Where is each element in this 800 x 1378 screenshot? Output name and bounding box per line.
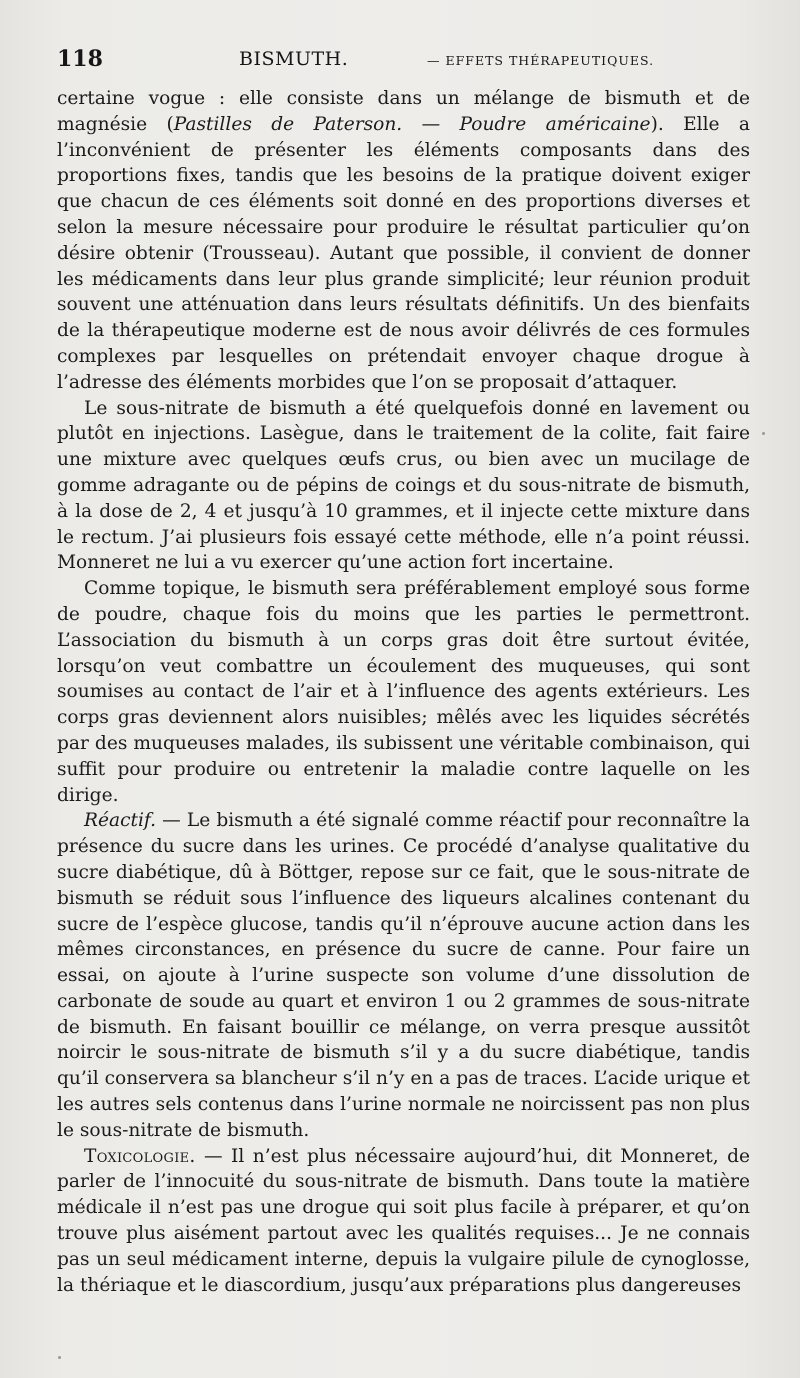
- paragraph: [57, 396, 750, 577]
- scan-speck: [58, 1356, 61, 1359]
- text-run: — Il n’est plus nécessaire aujourd’hui, dit Monneret, de parler de l’innocuité du sous-nitrate de bismuth. Dans toute la matière médicale il n’est pas une drogue qui soit plus facile à préparer, et qu’on trouve plus aisément partout avec les qualités requises... Je ne connais pas un seul médicament interne, depuis la vulgaire pilule de cynoglosse, la thériaque et le diascordium, jusqu’aux préparations plus dangereuses: [57, 1145, 750, 1296]
- body-text: [57, 86, 750, 1298]
- scan-speck: [762, 432, 765, 435]
- paragraph: [57, 1144, 750, 1299]
- smallcaps-run: Toxicologie.: [84, 1145, 196, 1167]
- paragraph: [57, 808, 750, 1143]
- page-number: 118: [57, 46, 103, 72]
- text-run: certaine vogue : elle consiste dans un mélange de bismuth et de magnésie (: [57, 88, 750, 135]
- running-head: [57, 46, 750, 76]
- running-title: BISMUTH.: [239, 48, 349, 70]
- text-run: ). Elle a l’inconvénient de présenter les éléments composants dans des proportions fixes, tandis que les besoins de la pratique doivent exiger que chacun de ces éléments soit donné en des proportions diverses et selon la mesure nécessaire pour produire le résultat particulier qu’on désire obtenir (Trousseau). Autant que possible, il convient de donner les médicaments dans leur plus grande simplicité; leur réunion produit souvent une atténuation dans leurs résultats définitifs. Un des bienfaits de la thérapeutique moderne est de nous avoir délivrés de ces formules complexes par lesquelles on prétendait envoyer chaque drogue à l’adresse des éléments morbides que l’on se proposait d’attaquer.: [57, 113, 750, 393]
- italic-run: Réactif.: [84, 810, 157, 832]
- running-subtitle-text: EFFETS THÉRAPEUTIQUES.: [445, 53, 655, 68]
- paragraph: [57, 86, 750, 396]
- title-separator: —: [427, 53, 441, 68]
- italic-run: Pastilles de Paterson. — Poudre américaine: [173, 113, 651, 135]
- running-subtitle: [427, 53, 654, 68]
- text-run: — Le bismuth a été signalé comme réactif pour reconnaître la présence du sucre dans les urines. Ce procédé d’analyse qualitative du sucre diabétique, dû à Böttger, repose sur ce fait, que le sous-nitrate de bismuth se réduit sous l’influence des liqueurs alcalines contenant du sucre de l’espèce glucose, tandis qu’il n’éprouve aucune action dans les mêmes circonstances, en présence du sucre de canne. Pour faire un essai, on ajoute à l’urine suspecte son volume d’une dissolution de carbonate de soude au quart et environ 1 ou 2 grammes de sous-nitrate de bismuth. En faisant bouillir ce mélange, on verra presque aussitôt noircir le sous-nitrate de bismuth s’il y a du sucre diabétique, tandis qu’il conservera sa blancheur s’il n’y en a pas de traces. L’acide urique et les autres sels contenus dans l’urine normale ne noircissent pas non plus le sous-nitrate de bismuth.: [57, 810, 750, 1141]
- text-run: Comme topique, le bismuth sera préférablement employé sous forme de poudre, chaque fois du moins que les parties le permettront. L’association du bismuth à un corps gras doit être surtout évitée, lorsqu’on veut combattre un écoulement des muqueuses, qui sont soumises au contact de l’air et à l’influence des agents extérieurs. Les corps gras deviennent alors nuisibles; mêlés avec les liquides sécrétés par des muqueuses malades, ils subissent une véritable combinaison, qui suffit pour produire ou entretenir la maladie contre laquelle on les dirige.: [57, 578, 750, 806]
- text-run: Le sous-nitrate de bismuth a été quelquefois donné en lavement ou plutôt en injections. Lasègue, dans le traitement de la colite, fait faire une mixture avec quelques œufs crus, ou bien avec un mucilage de gomme adragante ou de pépins de coings et du sous-nitrate de bismuth, à la dose de 2, 4 et jusqu’à 10 grammes, et il injecte cette mixture dans le rectum. J’ai plusieurs fois essayé cette méthode, elle n’a point réussi. Monneret ne lui a vu exercer qu’une action fort incertaine.: [57, 397, 750, 574]
- paragraph: [57, 576, 750, 808]
